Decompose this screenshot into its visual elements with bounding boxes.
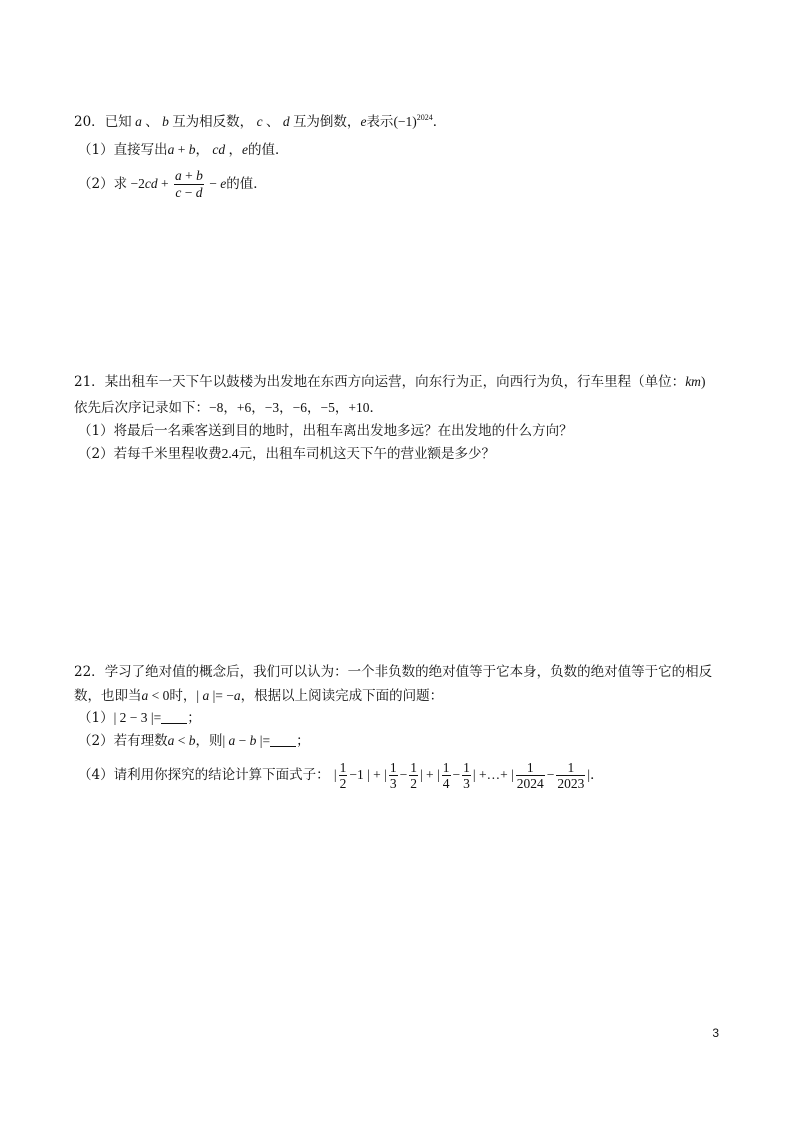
q21-part2: （2）若每千米里程收费2.4元，出租车司机这天下午的营业额是多少？ [78, 446, 495, 462]
answer-blank-1[interactable] [161, 711, 187, 724]
record-2: +6 [236, 400, 252, 415]
page-number: 3 [712, 1026, 719, 1040]
q20-fraction: $\frac{a + b}{c - d}$ [174, 168, 203, 200]
record-3: −3 [264, 400, 280, 415]
q22-stem-line1: 22．学习了绝对值的概念后，我们可以认为：一个非负数的绝对值等于它本身，负数的绝对值等于它的相反 [74, 664, 713, 680]
q21-part1: （1）将最后一名乘客送到目的地时，出租车离出发地多远？在出发地的什么方向？ [78, 423, 573, 439]
q21-stem-line2: 依先后次序记录如下：−8，+6，−3，−6，−5，+10． [74, 400, 383, 416]
record-4: −6 [292, 400, 307, 415]
answer-blank-2[interactable] [270, 734, 296, 747]
record-6: +10 [348, 400, 370, 415]
q20-part2: （2）求 −2cd + $\frac{a + b}{c - d}$ − e的值． [78, 168, 267, 200]
q22-part4: （4）请利用你探究的结论计算下面式子： | $\frac{1}{2}$ −1 | + | $\frac{1}{3}$ − $\frac{1}{2}$ | + | $\frac{1}{4}$ − $\frac{1}{3}$ | +…+ | $\frac{1}{2024}$ − $\frac{1}{2023}$ |． [78, 760, 604, 791]
record-5: −5 [320, 400, 335, 415]
q20-part1: （1）直接写出a + b， cd ，e的值． [78, 142, 289, 158]
q22-stem-line2: 数，也即当a < 0时，| a |= −a，根据以上阅读完成下面的问题： [74, 688, 444, 704]
record-1: −8 [209, 400, 224, 415]
q20-stem: 20．已知 a 、 b 互为相反数， c 、 d 互为倒数，e表示$(-1)^{2024}$． [74, 113, 447, 130]
q22-part2: （2）若有理数a < b，则| a − b |= ； [78, 733, 310, 749]
q21-stem-line1: 21．某出租车一天下午以鼓楼为出发地在东西方向运营，向东行为正，向西行为负，行车里程（单位：km) [74, 374, 706, 390]
q22-part1: （1）| 2 − 3 |= ； [78, 710, 201, 726]
